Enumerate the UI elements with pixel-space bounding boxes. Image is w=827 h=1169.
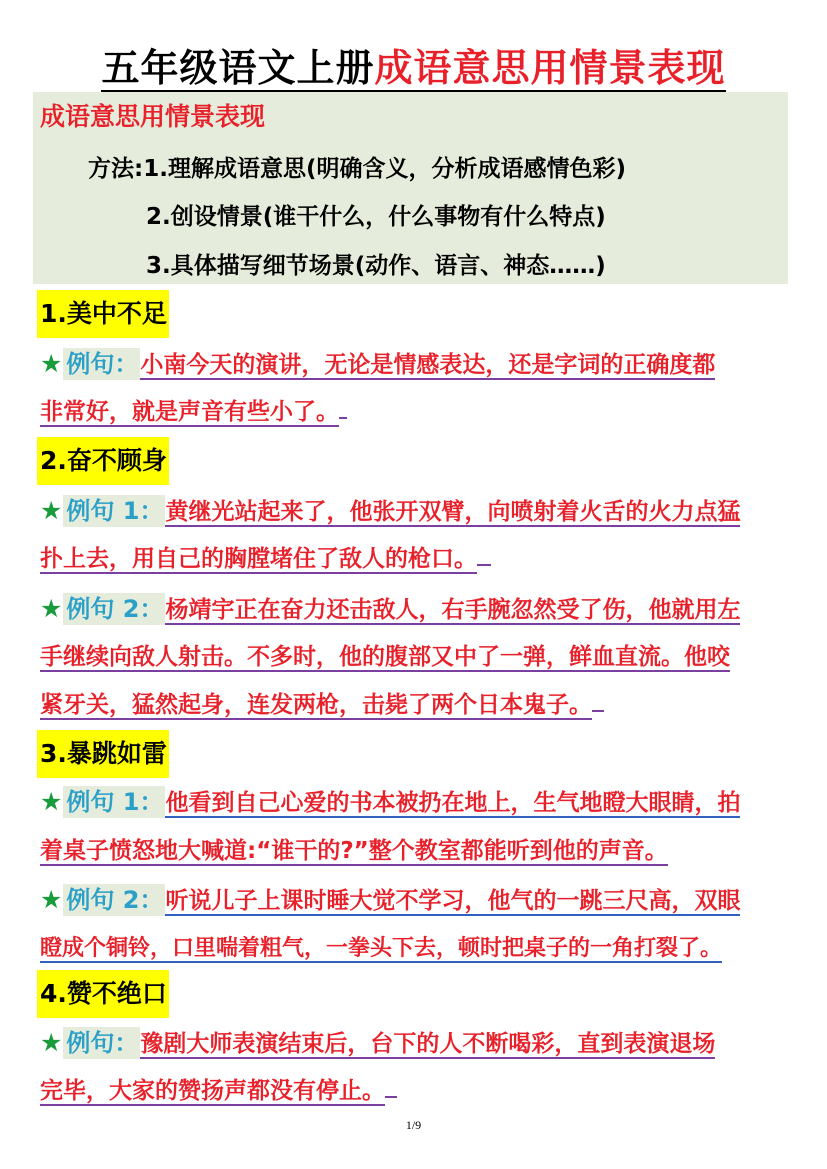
example-text: 瞪成个铜铃，口里喘着粗气，一拳头下去，顿时把桌子的一角打裂了。: [40, 936, 723, 961]
star-icon: ★: [40, 787, 63, 816]
example-label: 例句 1：: [63, 786, 165, 818]
example-line: [40, 687, 604, 723]
method-heading: 成语意思用情景表现: [40, 102, 266, 131]
example-label: 例句：: [63, 1027, 140, 1059]
star-icon: ★: [40, 594, 63, 623]
example-text: 手继续向敌人射击。不多时，他的腹部又中了一弹，鲜血直流。他咬: [40, 644, 730, 670]
method-step-1: 方法:1.理解成语意思(明确含义，分析成语感情色彩): [88, 156, 626, 182]
page-number: 1/9: [405, 1118, 422, 1132]
example-line: [40, 1073, 397, 1109]
example-line: [40, 639, 730, 675]
example-text: 黄继光站起来了，他张开双臂，向喷射着火舌的火力点猛: [165, 499, 741, 525]
example-text: 小南今天的演讲，无论是情感表达，还是字词的正确度都: [140, 352, 716, 378]
example-line: [40, 394, 347, 430]
example-label: 例句 1：: [63, 495, 165, 527]
example-text: 紧牙关，猛然起身，连发两枪，击毙了两个日本鬼子。: [40, 692, 592, 718]
example-line: [40, 591, 740, 628]
example-label: 例句 2：: [63, 593, 165, 625]
idiom-heading: 1.美中不足: [37, 290, 169, 338]
example-line: [40, 541, 491, 577]
title-topic: 成语意思用情景表现: [374, 46, 726, 90]
example-label: 例句：: [63, 348, 140, 380]
example-line: [40, 833, 668, 869]
example-text: 杨靖宇正在奋力还击敌人，右手腕忽然受了伤，他就用左: [165, 597, 741, 623]
example-text: 扑上去，用自己的胸膛堵住了敌人的枪口。: [40, 546, 477, 572]
example-text: 非常好，就是声音有些小了。: [40, 399, 339, 425]
example-label: 例句 2：: [63, 884, 165, 916]
example-line: [40, 346, 715, 383]
example-line: [40, 784, 740, 821]
star-icon: ★: [40, 1028, 63, 1057]
example-text: 听说儿子上课时睡大觉不学习，他气的一跳三尺高，双眼: [165, 888, 741, 914]
star-icon: ★: [40, 496, 63, 525]
star-icon: ★: [40, 885, 63, 914]
method-step-2: 2.创设情景(谁干什么，什么事物有什么特点): [146, 204, 606, 230]
example-text: 完毕，大家的赞扬声都没有停止。: [40, 1078, 385, 1104]
example-text: 豫剧大师表演结束后，台下的人不断喝彩，直到表演退场: [140, 1031, 716, 1057]
example-line: [40, 493, 740, 530]
example-line: [40, 1025, 715, 1062]
idiom-heading: 2.奋不顾身: [37, 437, 169, 485]
title-grade: 五年级语文上册: [101, 46, 375, 90]
example-text: 他看到自己心爱的书本被扔在地上，生气地瞪大眼睛，拍: [165, 790, 741, 816]
star-icon: ★: [40, 349, 63, 378]
example-text: 着桌子愤怒地大喊道:“谁干的?”整个教室都能听到他的声音。: [40, 838, 668, 864]
document-title: [0, 44, 827, 93]
method-step-3: 3.具体描写细节场景(动作、语言、神态……): [146, 253, 606, 279]
idiom-heading: 3.暴跳如雷: [37, 730, 169, 778]
example-line: [40, 882, 740, 919]
idiom-heading: 4.赞不绝口: [37, 970, 169, 1018]
example-line: [40, 931, 722, 967]
